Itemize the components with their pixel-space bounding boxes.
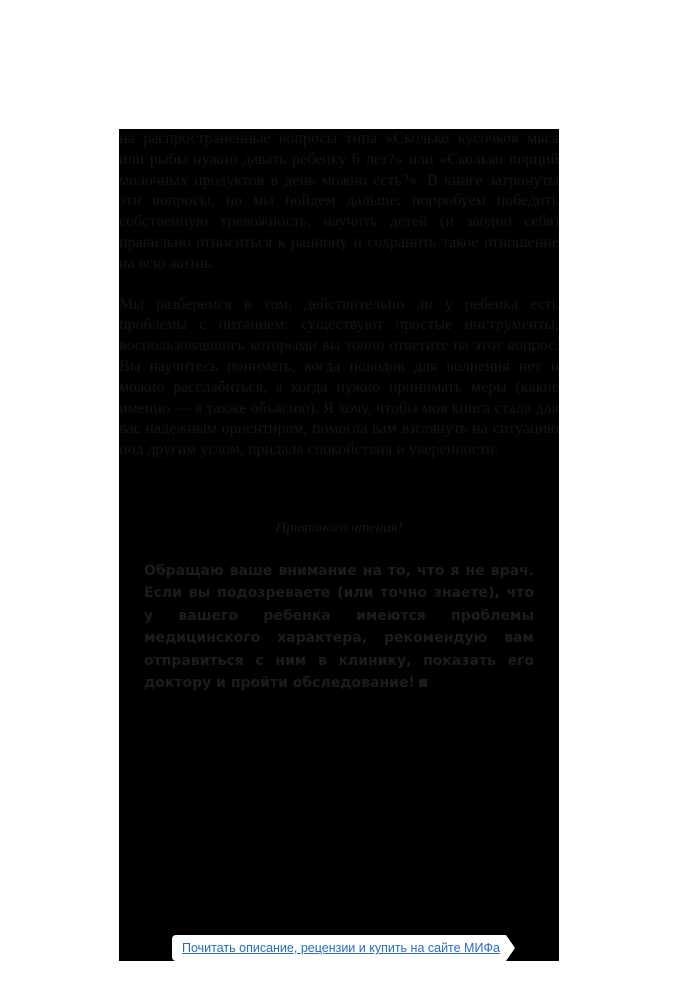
closing-wish: Приятного чтения!	[275, 520, 403, 536]
paragraph-1: на распространенные вопросы типа «Сколько кусочков мяса или рыбы нужно давать ребенку 6 лет?» или «Сколько порций молочных продуктов в день можно есть?». В книге затронуты эти вопросы, но мы пойдем дальше: попробуем победить собственную тревожность, научить детей (и заодно себя) правильно относиться к рациону и сохранить такое отношение на всю жизнь.	[119, 130, 559, 272]
book-text	[119, 129, 559, 461]
promo-link[interactable]: Почитать описание, рецензии и купить на сайте МИФа	[172, 935, 506, 961]
disclaimer-text: Обращаю ваше внимание на то, что я не врач. Если вы подозреваете (или точно знаете), что у вашего ребенка имеются проблемы медицинского характера, рекомендую вам отправиться с ним в клинику, показать его доктору и пройти обследование!	[144, 563, 534, 692]
end-square-icon	[419, 679, 427, 687]
arrow-tip-icon	[506, 935, 515, 961]
disclaimer-note	[144, 560, 534, 694]
promo-banner	[172, 935, 515, 961]
paragraph-2: Мы разберемся в том, действительно ли у ребенка есть проблемы с питанием: существуют простые инструменты, воспользовавшись которыми вы точно ответите на этот вопрос. Вы научитесь понимать, когда поводов для волнения нет и можно расслабиться, а когда нужно принимать меры (какие именно — я также объясню). Я хочу, чтобы моя книга стала для вас надежным ориентиром, помогла вам взглянуть на ситуацию под другим углом, придала спокойствия и уверенности.	[119, 295, 559, 459]
